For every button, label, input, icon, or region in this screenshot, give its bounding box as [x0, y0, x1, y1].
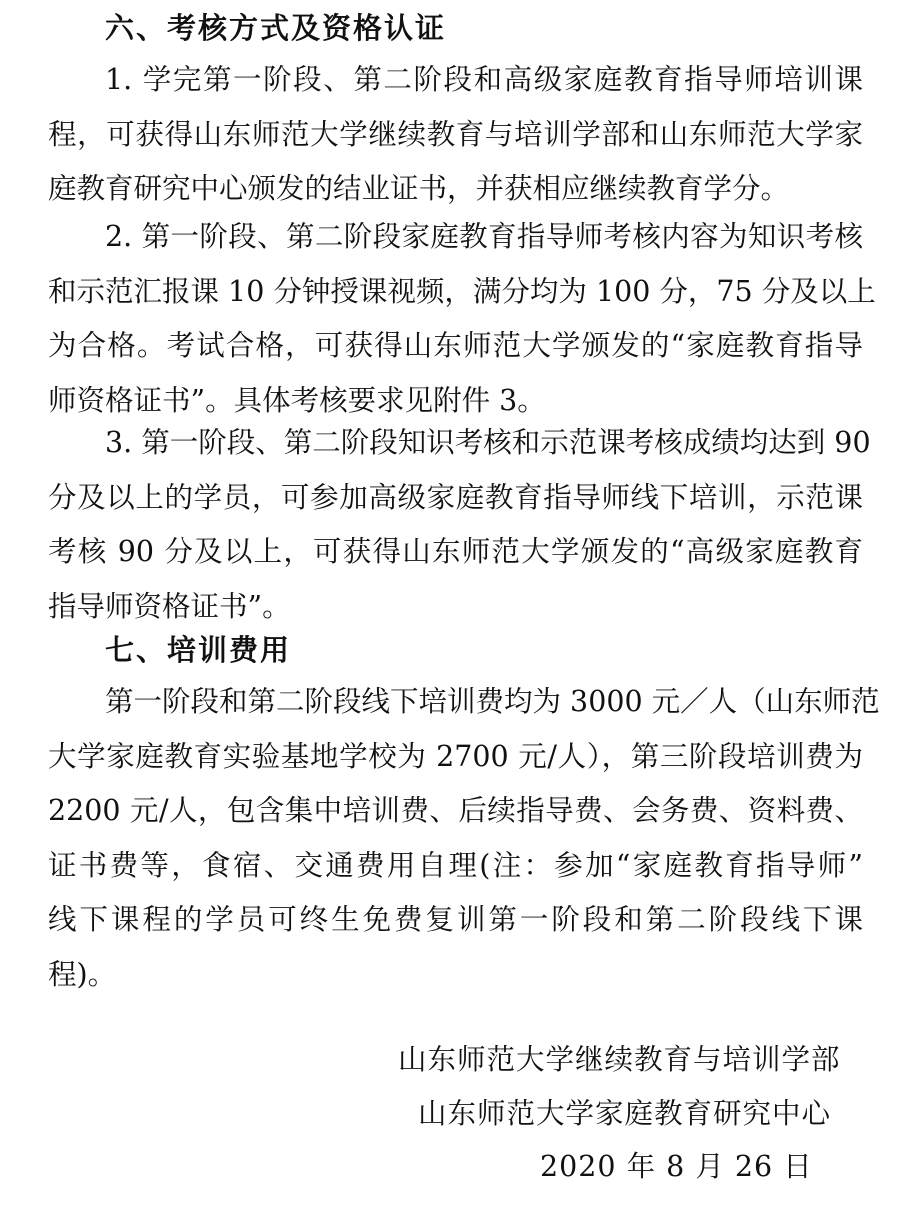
paragraph-line: 师资格证书”。具体考核要求见附件 3。: [48, 383, 546, 417]
section-6-item-2: [48, 210, 876, 428]
section-6-item-1: [48, 53, 863, 217]
paragraph-line: 程)。: [48, 957, 117, 991]
paragraph-line: 分及以上的学员，可参加高级家庭教育指导师线下培训，示范课: [48, 480, 863, 514]
paragraph-line: 大学家庭教育实验基地学校为 2700 元/人），第三阶段培训费为: [48, 739, 863, 773]
signature-date: 2020 年 8 月 26 日: [540, 1150, 813, 1183]
section-7-heading: 七、培训费用: [105, 633, 292, 667]
signature-org-1: 山东师范大学继续教育与培训学部: [398, 1043, 841, 1076]
section-6-heading: 六、考核方式及资格认证: [105, 11, 447, 45]
paragraph-line: 为合格。考试合格，可获得山东师范大学颁发的“家庭教育指导: [48, 329, 863, 362]
paragraph-line: 程，可获得山东师范大学继续教育与培训学部和山东师范大学家: [48, 117, 863, 151]
paragraph-line: 3. 第一阶段、第二阶段知识考核和示范课考核成绩均达到 90: [105, 426, 871, 459]
paragraph-line: 证书费等，食宿、交通费用自理(注：参加“家庭教育指导师”: [48, 848, 863, 882]
section-7-body: [48, 675, 880, 1002]
paragraph-line: 考核 90 分及以上，可获得山东师范大学颁发的“高级家庭教育: [48, 535, 863, 568]
section-6-item-3: [48, 416, 871, 634]
paragraph-line: 庭教育研究中心颁发的结业证书，并获相应继续教育学分。: [48, 172, 790, 205]
paragraph-line: 指导师资格证书”。: [48, 589, 291, 623]
paragraph-line: 线下课程的学员可终生免费复训第一阶段和第二阶段线下课: [48, 903, 863, 936]
paragraph-line: 2. 第一阶段、第二阶段家庭教育指导师考核内容为知识考核: [105, 220, 863, 253]
paragraph-line: 和示范汇报课 10 分钟授课视频，满分均为 100 分，75 分及以上: [48, 274, 876, 308]
signature-org-2: 山东师范大学家庭教育研究中心: [418, 1097, 832, 1130]
paragraph-line: 1. 学完第一阶段、第二阶段和高级家庭教育指导师培训课: [105, 63, 863, 96]
paragraph-line: 第一阶段和第二阶段线下培训费均为 3000 元／人（山东师范: [105, 685, 880, 718]
paragraph-line: 2200 元/人，包含集中培训费、后续指导费、会务费、资料费、: [48, 794, 863, 827]
